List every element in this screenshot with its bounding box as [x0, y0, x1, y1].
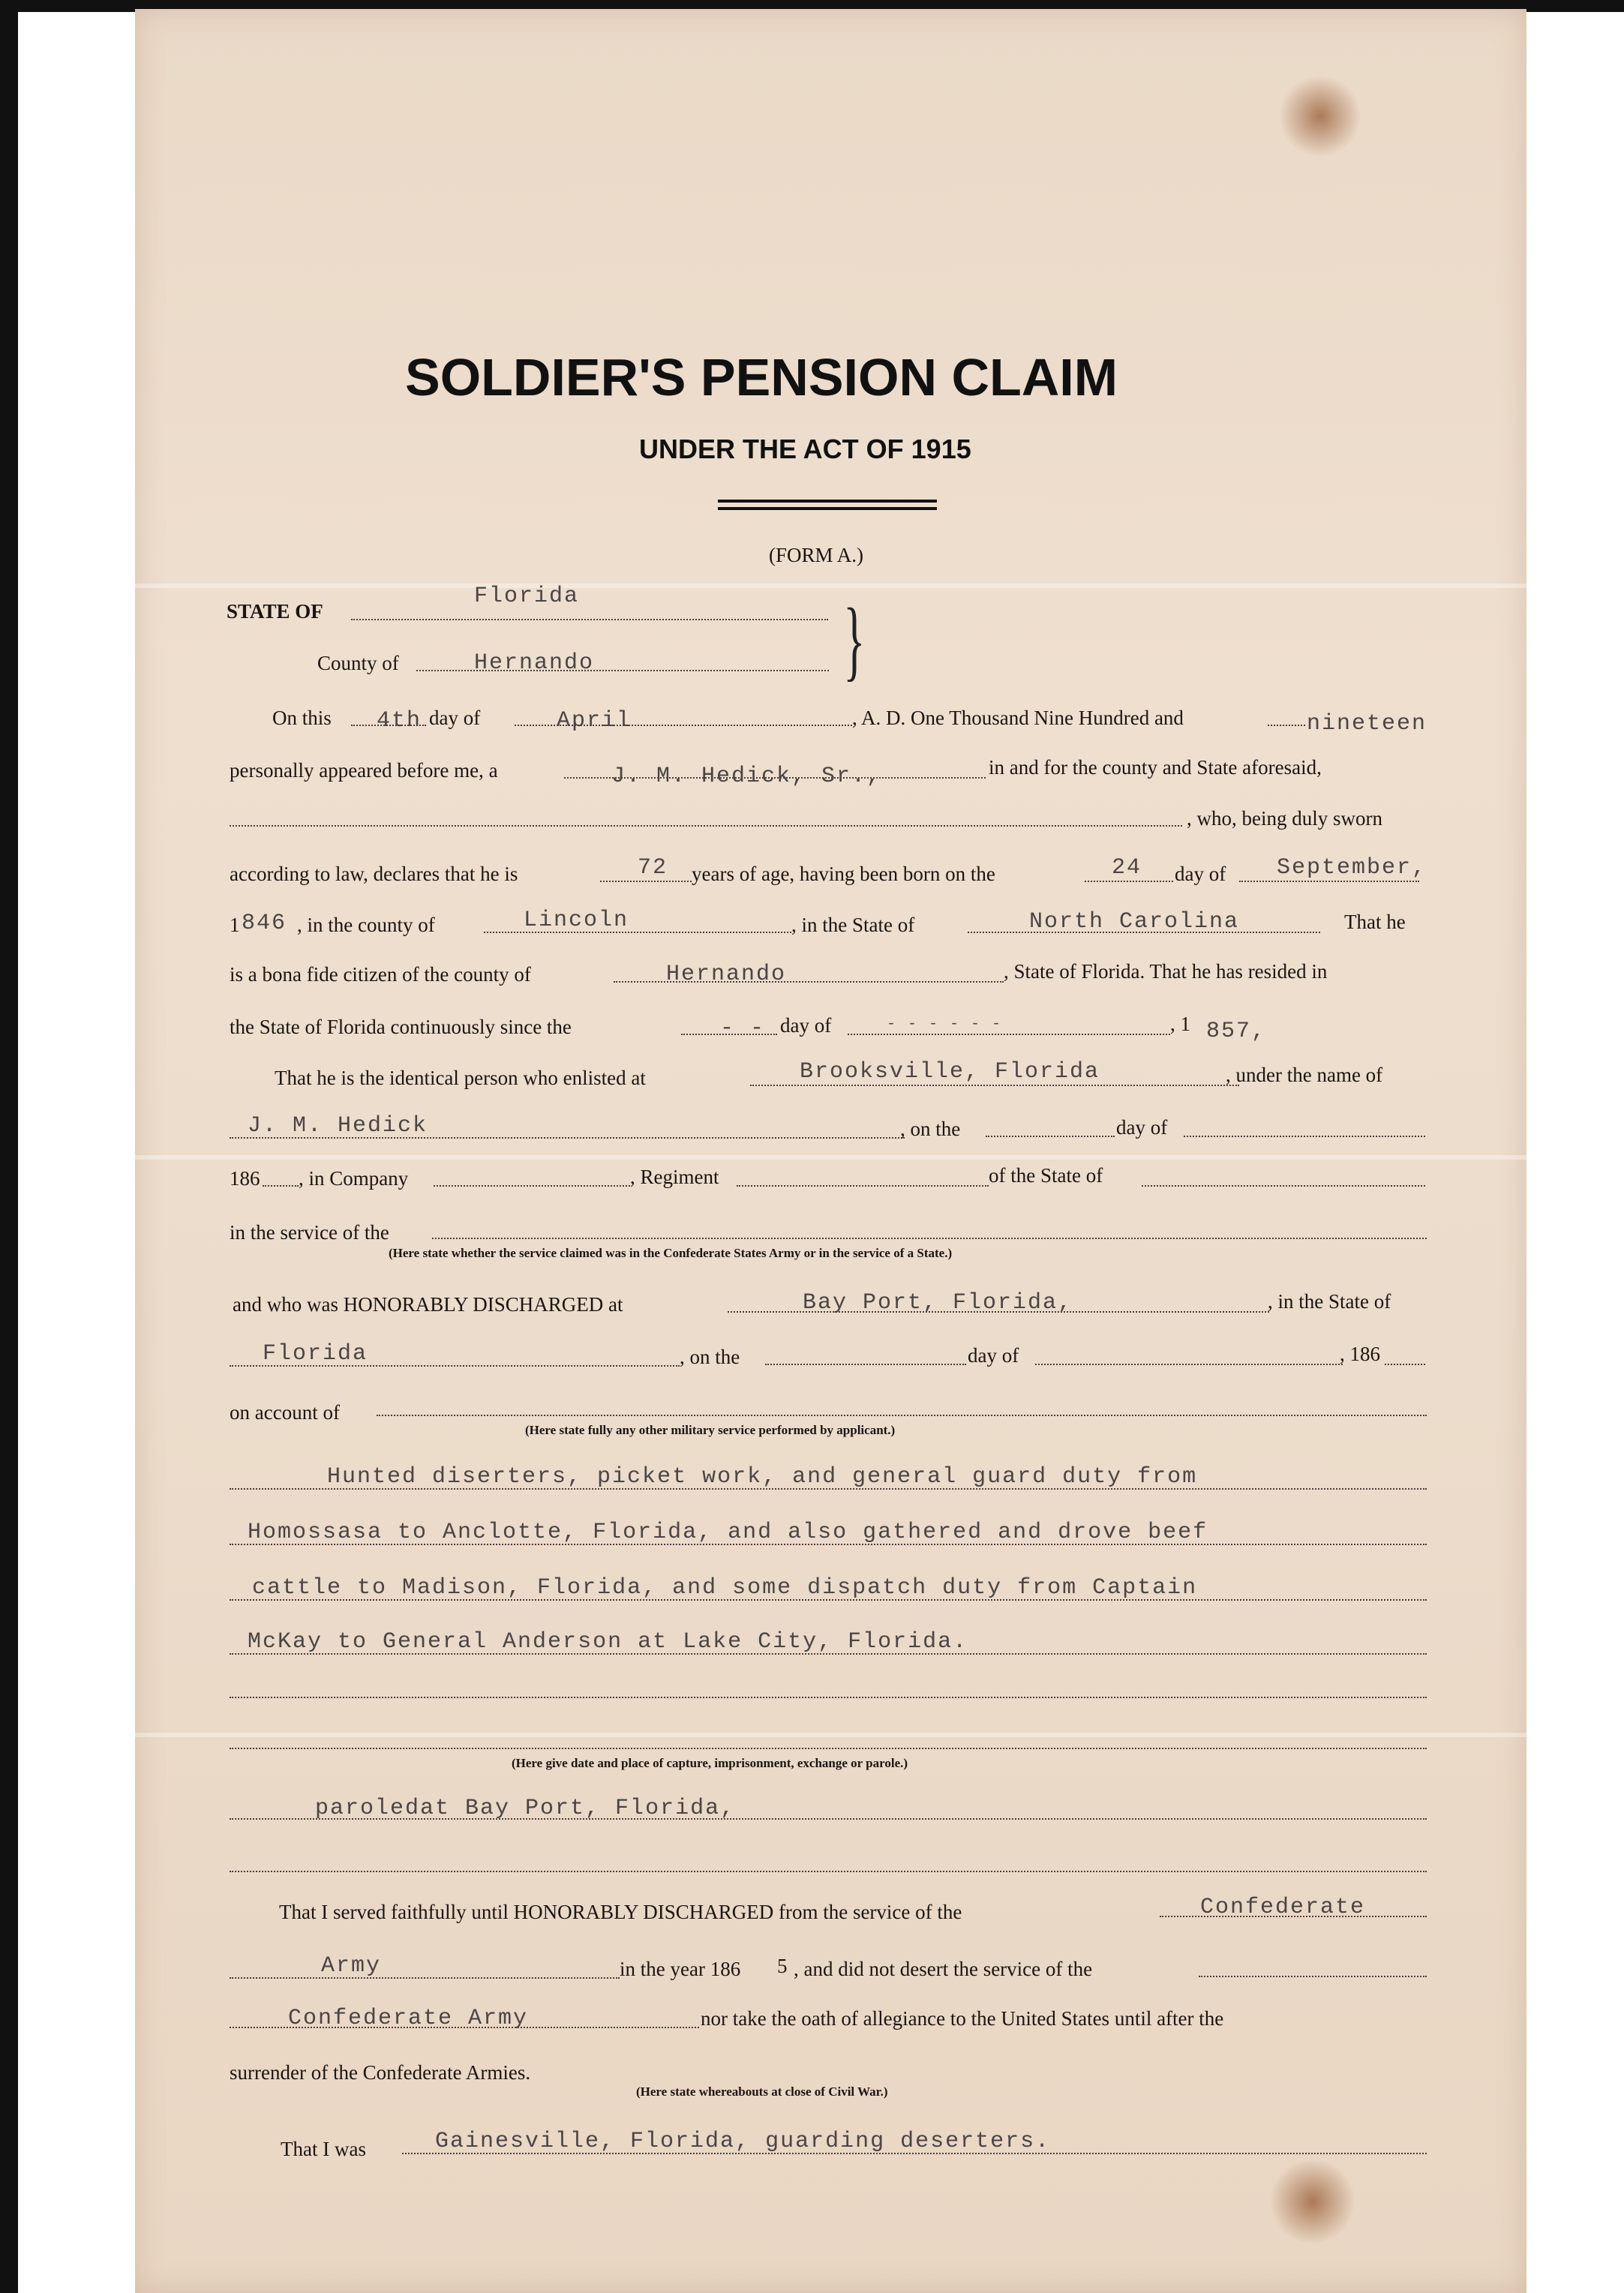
month-value: April: [557, 708, 632, 734]
blank-line: [230, 1871, 1427, 1872]
citizen-text: is a bona fide citizen of the county of: [230, 963, 531, 986]
birth-year-value: 846: [242, 911, 287, 936]
discharge-state-value: Florida: [263, 1341, 368, 1367]
in-year-value: 5: [777, 1955, 788, 1977]
day-of-label: day of: [1116, 1116, 1168, 1139]
fold-line: [135, 1733, 1526, 1737]
enlisted-place-value: Brooksville, Florida: [800, 1059, 1100, 1085]
served-value-1: Confederate: [1200, 1895, 1366, 1920]
day-of-label: day of: [780, 1014, 832, 1037]
state-fl-text: , State of Florida. That he has resided in: [1004, 960, 1328, 983]
fold-line: [135, 1155, 1526, 1160]
day-of-label: day of: [1175, 863, 1226, 885]
scan-left-border: [0, 0, 18, 2293]
service-detail-3: cattle to Madison, Florida, and some dispatch duty from Captain: [252, 1575, 1198, 1601]
since-month-value: - - - - - -: [887, 1016, 1003, 1033]
form-label: (FORM A.): [769, 544, 864, 566]
birth-month-value: September,: [1277, 855, 1427, 881]
served-value-2: Army: [321, 1953, 382, 1979]
enlist-year-line: [263, 1185, 299, 1187]
service-detail-2: Homossasa to Anclotte, Florida, and also gathered and drove beef: [248, 1520, 1208, 1545]
since-year-value: 857,: [1206, 1019, 1267, 1044]
blank-line: [230, 1697, 1427, 1698]
page-title: SOLDIER'S PENSION CLAIM: [405, 348, 1118, 407]
birth-day-value: 24: [1112, 855, 1142, 881]
birth-month-line: [1239, 881, 1419, 882]
stain-mark: [1279, 75, 1361, 158]
service-detail-4: McKay to General Anderson at Lake City, Florida.: [248, 1629, 968, 1655]
age-line: [600, 881, 692, 882]
of-state-text: of the State of: [989, 1164, 1103, 1187]
service-detail-1: Hunted diserters, picket work, and general guard duty from: [327, 1464, 1198, 1490]
since-year-prefix: , 1: [1170, 1013, 1190, 1035]
sworn-text: , who, being duly sworn: [1187, 807, 1382, 830]
age-value: 72: [638, 855, 668, 881]
blank-line: [230, 1748, 1427, 1749]
served-text: That I served faithfully until HONORABLY DISCHARGED from the service of the: [279, 1901, 962, 1923]
service-line: [432, 1238, 1427, 1239]
birth-year-prefix: 1: [230, 914, 240, 936]
state-value: Florida: [474, 584, 580, 609]
discharged-text: and who was HONORABLY DISCHARGED at: [233, 1293, 623, 1316]
enlisted-line: [750, 1085, 1239, 1086]
that-i-was-text: That I was: [281, 2138, 366, 2160]
year-value: nineteen: [1307, 711, 1427, 737]
army-line: [230, 1977, 620, 1979]
enlisted-text: That he is the identical person who enlisted at: [275, 1067, 646, 1089]
state-label: STATE OF: [227, 600, 323, 623]
birth-county-value: Lincoln: [524, 908, 629, 933]
surrender-text: surrender of the Confederate Armies.: [230, 2061, 531, 2084]
discharge-day-line: [765, 1364, 966, 1365]
stain-mark: [1268, 2160, 1358, 2243]
oath-text: nor take the oath of allegiance to the United States until after the: [701, 2007, 1224, 2030]
discharge-month-line: [1035, 1364, 1343, 1365]
on-this-label: On this: [272, 707, 332, 729]
ad-text: , A. D. One Thousand Nine Hundred and: [852, 707, 1184, 729]
since-day-value: - -: [720, 1016, 766, 1041]
of-state-line: [1142, 1185, 1425, 1187]
discharge-year-line: [1385, 1364, 1425, 1365]
birth-state-value: North Carolina: [1029, 909, 1240, 935]
account-line: [377, 1415, 1427, 1416]
enlist-month-line: [1184, 1136, 1425, 1137]
year-186-text: 186: [230, 1167, 260, 1190]
that-he-text: That he: [1344, 911, 1406, 933]
years-text: years of age, having been born on the: [692, 863, 995, 885]
enlist-day-line: [986, 1136, 1115, 1137]
other-service-note: (Here state fully any other military service performed by applicant.): [525, 1423, 896, 1437]
county-value: Hernando: [474, 650, 595, 676]
service-note: (Here state whether the service claimed was in the Confederate States Army or in the service of a State.): [389, 1246, 953, 1260]
discharge-place-value: Bay Port, Florida,: [803, 1290, 1073, 1316]
on-the-text: , on the: [680, 1346, 740, 1368]
appeared-text: personally appeared before me, a: [230, 759, 498, 782]
whereabouts-note: (Here state whereabouts at close of Civil War.): [636, 2084, 888, 2099]
continuous-text: the State of Florida continuously since the: [230, 1016, 572, 1038]
capture-note: (Here give date and place of capture, imprisonment, exchange or parole.): [512, 1756, 908, 1770]
on-account-text: on account of: [230, 1401, 340, 1424]
blank-line: [230, 825, 1182, 827]
page-subtitle: UNDER THE ACT OF 1915: [639, 434, 971, 464]
in-year-text: in the year 186: [620, 1958, 741, 1980]
regiment-text: , Regiment: [630, 1166, 719, 1188]
year-line: [1268, 725, 1305, 726]
according-text: according to law, declares that he is: [230, 863, 518, 885]
in-state-of-text: , in the State of: [1268, 1290, 1391, 1313]
on-the-text: , on the: [900, 1118, 961, 1140]
in-service-text: in the service of the: [230, 1221, 389, 1244]
in-and-for-text: in and for the county and State aforesaid,: [989, 756, 1322, 779]
not-desert-text: , and did not desert the service of the: [794, 1958, 1093, 1980]
since-month-line: [848, 1034, 1170, 1035]
title-rule: [718, 500, 937, 503]
brace: }: [843, 590, 866, 689]
whereabouts-value: Gainesville, Florida, guarding deserters.: [435, 2129, 1051, 2154]
parole-value: paroledat Bay Port, Florida,: [315, 1796, 736, 1821]
day-of-label: day of: [968, 1344, 1019, 1367]
under-name-text: , under the name of: [1226, 1064, 1383, 1086]
in-state-text: , in the State of: [791, 914, 915, 936]
state-line: [351, 619, 828, 620]
fold-line: [135, 584, 1526, 588]
officer-value: J. M. Hedick, Sr.,: [611, 764, 882, 789]
in-county-text: , in the county of: [297, 914, 435, 936]
desert-value: Confederate Army: [288, 2006, 529, 2031]
regiment-line: [737, 1185, 989, 1187]
birth-day-line: [1085, 881, 1173, 882]
company-line: [434, 1185, 630, 1187]
title-rule: [718, 507, 937, 510]
county-label: County of: [317, 652, 399, 674]
day-value: 4th: [377, 708, 422, 734]
citizen-county-value: Hernando: [666, 962, 787, 987]
year-186-text: , 186: [1340, 1343, 1380, 1365]
in-company-text: , in Company: [299, 1167, 409, 1190]
desert-line: [1199, 1976, 1427, 1977]
day-of-label: day of: [429, 707, 481, 729]
name-value: J. M. Hedick: [248, 1113, 428, 1139]
